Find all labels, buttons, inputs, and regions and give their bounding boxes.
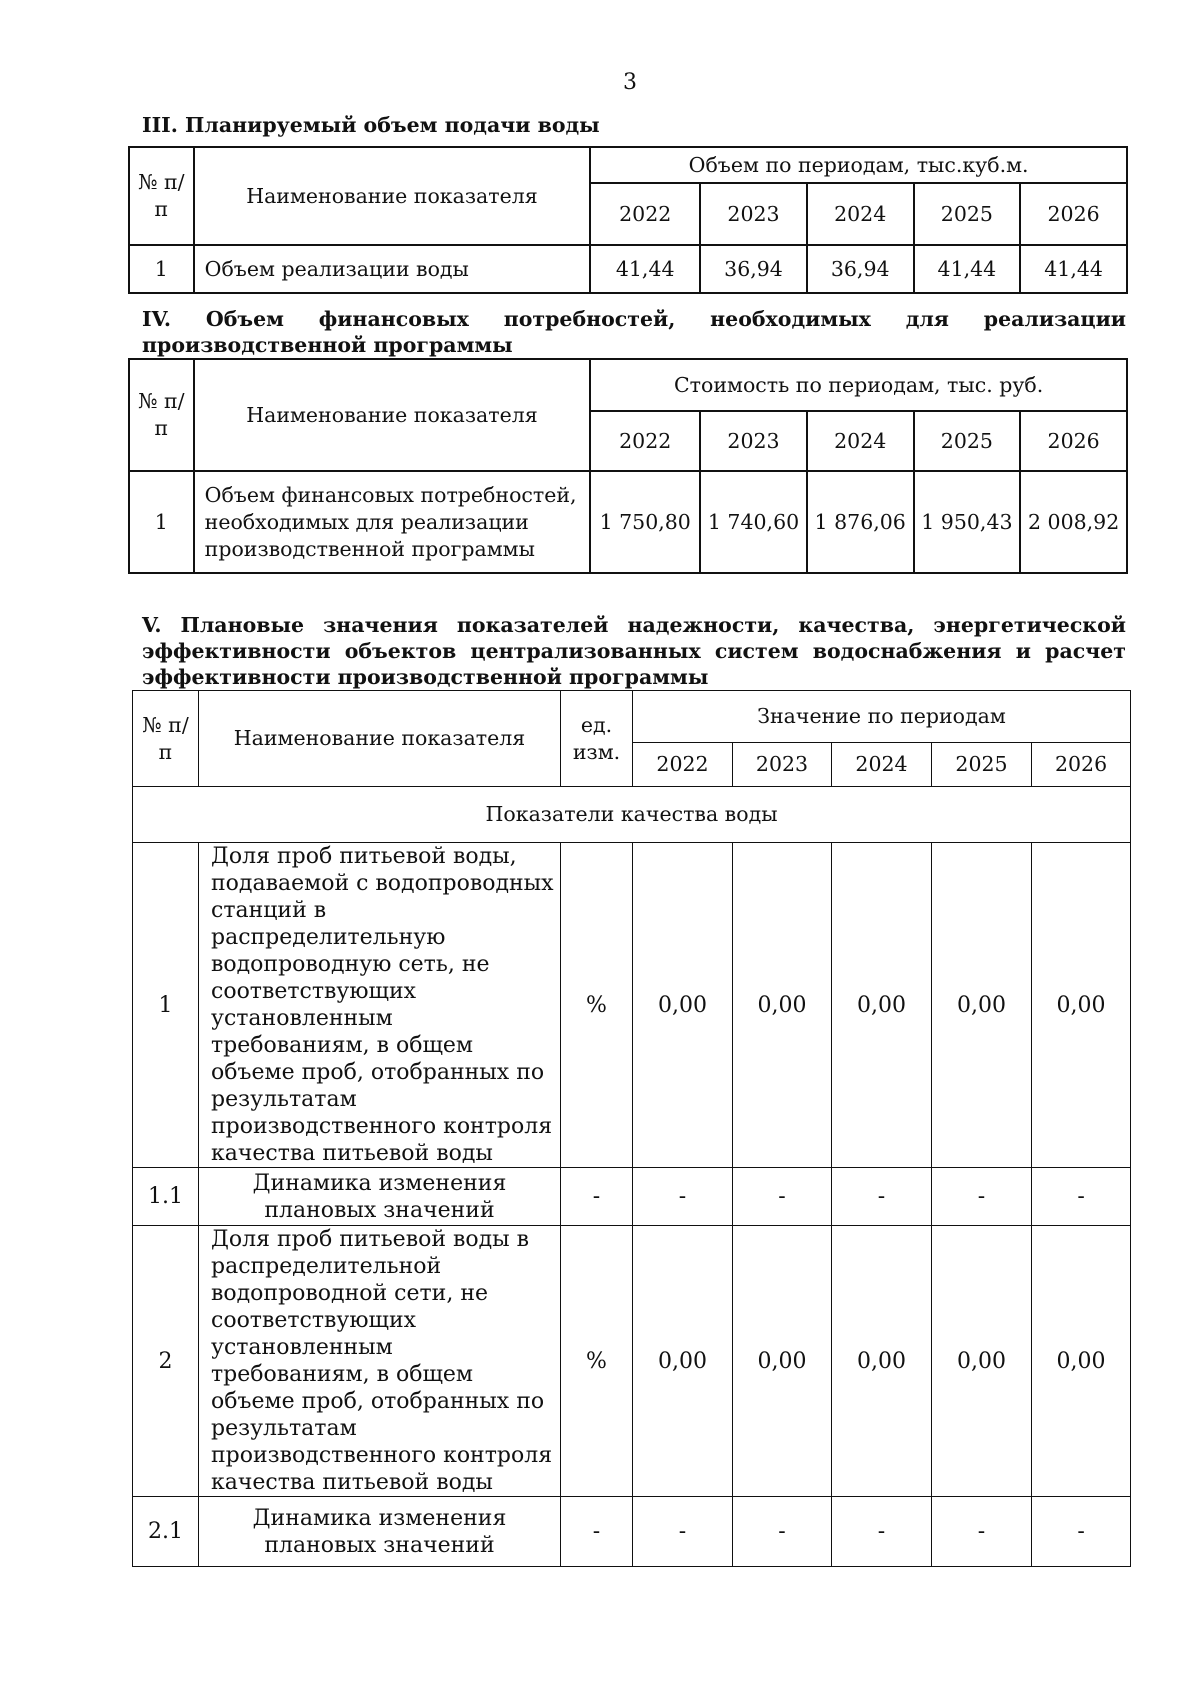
page-number: 3 bbox=[623, 70, 637, 95]
category-row bbox=[133, 787, 1131, 843]
cell-value: 0,00 bbox=[932, 1226, 1032, 1497]
header-year: 2026 bbox=[1020, 183, 1127, 245]
header-group: Значение по периодам bbox=[633, 691, 1131, 743]
cell-name: Динамика изменения плановых значений bbox=[199, 1497, 561, 1567]
indicators-table bbox=[132, 690, 1131, 1567]
cell-value: - bbox=[733, 1497, 832, 1567]
header-year: 2023 bbox=[733, 743, 832, 787]
section-3-title: III. Планируемый объем подачи воды bbox=[142, 113, 600, 137]
cell-value: 0,00 bbox=[633, 843, 733, 1168]
cell-no: 2.1 bbox=[133, 1497, 199, 1567]
cell-no: 1 bbox=[129, 471, 194, 573]
section-4-title: IV. Объем финансовых потребностей, необходимых для реализации производственной программы bbox=[142, 307, 1126, 357]
water-supply-table bbox=[128, 146, 1128, 294]
cell-value: - bbox=[832, 1497, 932, 1567]
header-no: № п/п bbox=[133, 691, 199, 787]
cell-value: 0,00 bbox=[1032, 1226, 1131, 1497]
table-row bbox=[129, 245, 1127, 293]
cell-value: 0,00 bbox=[633, 1226, 733, 1497]
cell-unit: - bbox=[561, 1497, 633, 1567]
cell-name: Объем финансовых потребностей, необходимых для реализации производственной программы bbox=[194, 471, 591, 573]
cell-name: Динамика изменения плановых значений bbox=[199, 1168, 561, 1226]
cell-name: Объем реализации воды bbox=[194, 245, 591, 293]
cell-value: 41,44 bbox=[1020, 245, 1127, 293]
header-no: № п/п bbox=[129, 147, 194, 245]
cell-value: - bbox=[733, 1168, 832, 1226]
cell-value: 1 876,06 bbox=[807, 471, 914, 573]
cell-value: - bbox=[633, 1168, 733, 1226]
header-year: 2024 bbox=[807, 183, 914, 245]
header-year: 2022 bbox=[633, 743, 733, 787]
header-group: Стоимость по периодам, тыс. руб. bbox=[590, 359, 1127, 411]
cell-value: 1 750,80 bbox=[590, 471, 700, 573]
cell-value: - bbox=[932, 1168, 1032, 1226]
header-no: № п/п bbox=[129, 359, 194, 471]
cell-value: 1 950,43 bbox=[914, 471, 1021, 573]
table-row bbox=[133, 843, 1131, 1168]
header-year: 2026 bbox=[1032, 743, 1131, 787]
header-group: Объем по периодам, тыс.куб.м. bbox=[590, 147, 1127, 183]
cell-no: 1 bbox=[129, 245, 194, 293]
cell-value: - bbox=[932, 1497, 1032, 1567]
header-year: 2026 bbox=[1020, 411, 1127, 471]
cell-value: 36,94 bbox=[700, 245, 807, 293]
header-year: 2023 bbox=[700, 411, 807, 471]
cell-value: 41,44 bbox=[914, 245, 1021, 293]
cell-value: - bbox=[832, 1168, 932, 1226]
cell-no: 2 bbox=[133, 1226, 199, 1497]
financial-needs-table bbox=[128, 358, 1128, 574]
header-name: Наименование показателя bbox=[194, 359, 591, 471]
cell-value: 0,00 bbox=[832, 1226, 932, 1497]
cell-value: 0,00 bbox=[1032, 843, 1131, 1168]
table-row bbox=[129, 471, 1127, 573]
header-year: 2025 bbox=[914, 183, 1021, 245]
cell-value: 36,94 bbox=[807, 245, 914, 293]
table-row bbox=[133, 1497, 1131, 1567]
header-year: 2024 bbox=[807, 411, 914, 471]
header-name: Наименование показателя bbox=[199, 691, 561, 787]
cell-no: 1 bbox=[133, 843, 199, 1168]
header-year: 2024 bbox=[832, 743, 932, 787]
cell-value: 2 008,92 bbox=[1020, 471, 1127, 573]
header-name: Наименование показателя bbox=[194, 147, 591, 245]
cell-unit: % bbox=[561, 1226, 633, 1497]
cell-name: Доля проб питьевой воды, подаваемой с водопроводных станций в распределительную водопроводную сеть, не соответствующих установленным требованиям, в общем объеме проб, отобранных по результатам производственного контроля качества питьевой воды bbox=[199, 843, 561, 1168]
cell-unit: % bbox=[561, 843, 633, 1168]
cell-unit: - bbox=[561, 1168, 633, 1226]
cell-no: 1.1 bbox=[133, 1168, 199, 1226]
cell-value: 1 740,60 bbox=[700, 471, 807, 573]
cell-value: - bbox=[1032, 1497, 1131, 1567]
header-year: 2023 bbox=[700, 183, 807, 245]
cell-name: Доля проб питьевой воды в распределительной водопроводной сети, не соответствующих установленным требованиям, в общем объеме проб, отобранных по результатам производственного контроля качества питьевой воды bbox=[199, 1226, 561, 1497]
cell-value: - bbox=[633, 1497, 733, 1567]
cell-value: 0,00 bbox=[733, 843, 832, 1168]
header-unit: ед. изм. bbox=[561, 691, 633, 787]
table-row bbox=[133, 1226, 1131, 1497]
header-year: 2025 bbox=[914, 411, 1021, 471]
header-year: 2022 bbox=[590, 411, 700, 471]
header-year: 2025 bbox=[932, 743, 1032, 787]
header-year: 2022 bbox=[590, 183, 700, 245]
table-row bbox=[133, 1168, 1131, 1226]
cell-value: - bbox=[1032, 1168, 1131, 1226]
category-label: Показатели качества воды bbox=[133, 787, 1131, 843]
cell-value: 0,00 bbox=[832, 843, 932, 1168]
cell-value: 0,00 bbox=[932, 843, 1032, 1168]
cell-value: 41,44 bbox=[590, 245, 700, 293]
section-5-title: V. Плановые значения показателей надежности, качества, энергетической эффективности объектов централизованных систем водоснабжения и расчет эффективности производственной программы bbox=[142, 613, 1126, 689]
cell-value: 0,00 bbox=[733, 1226, 832, 1497]
